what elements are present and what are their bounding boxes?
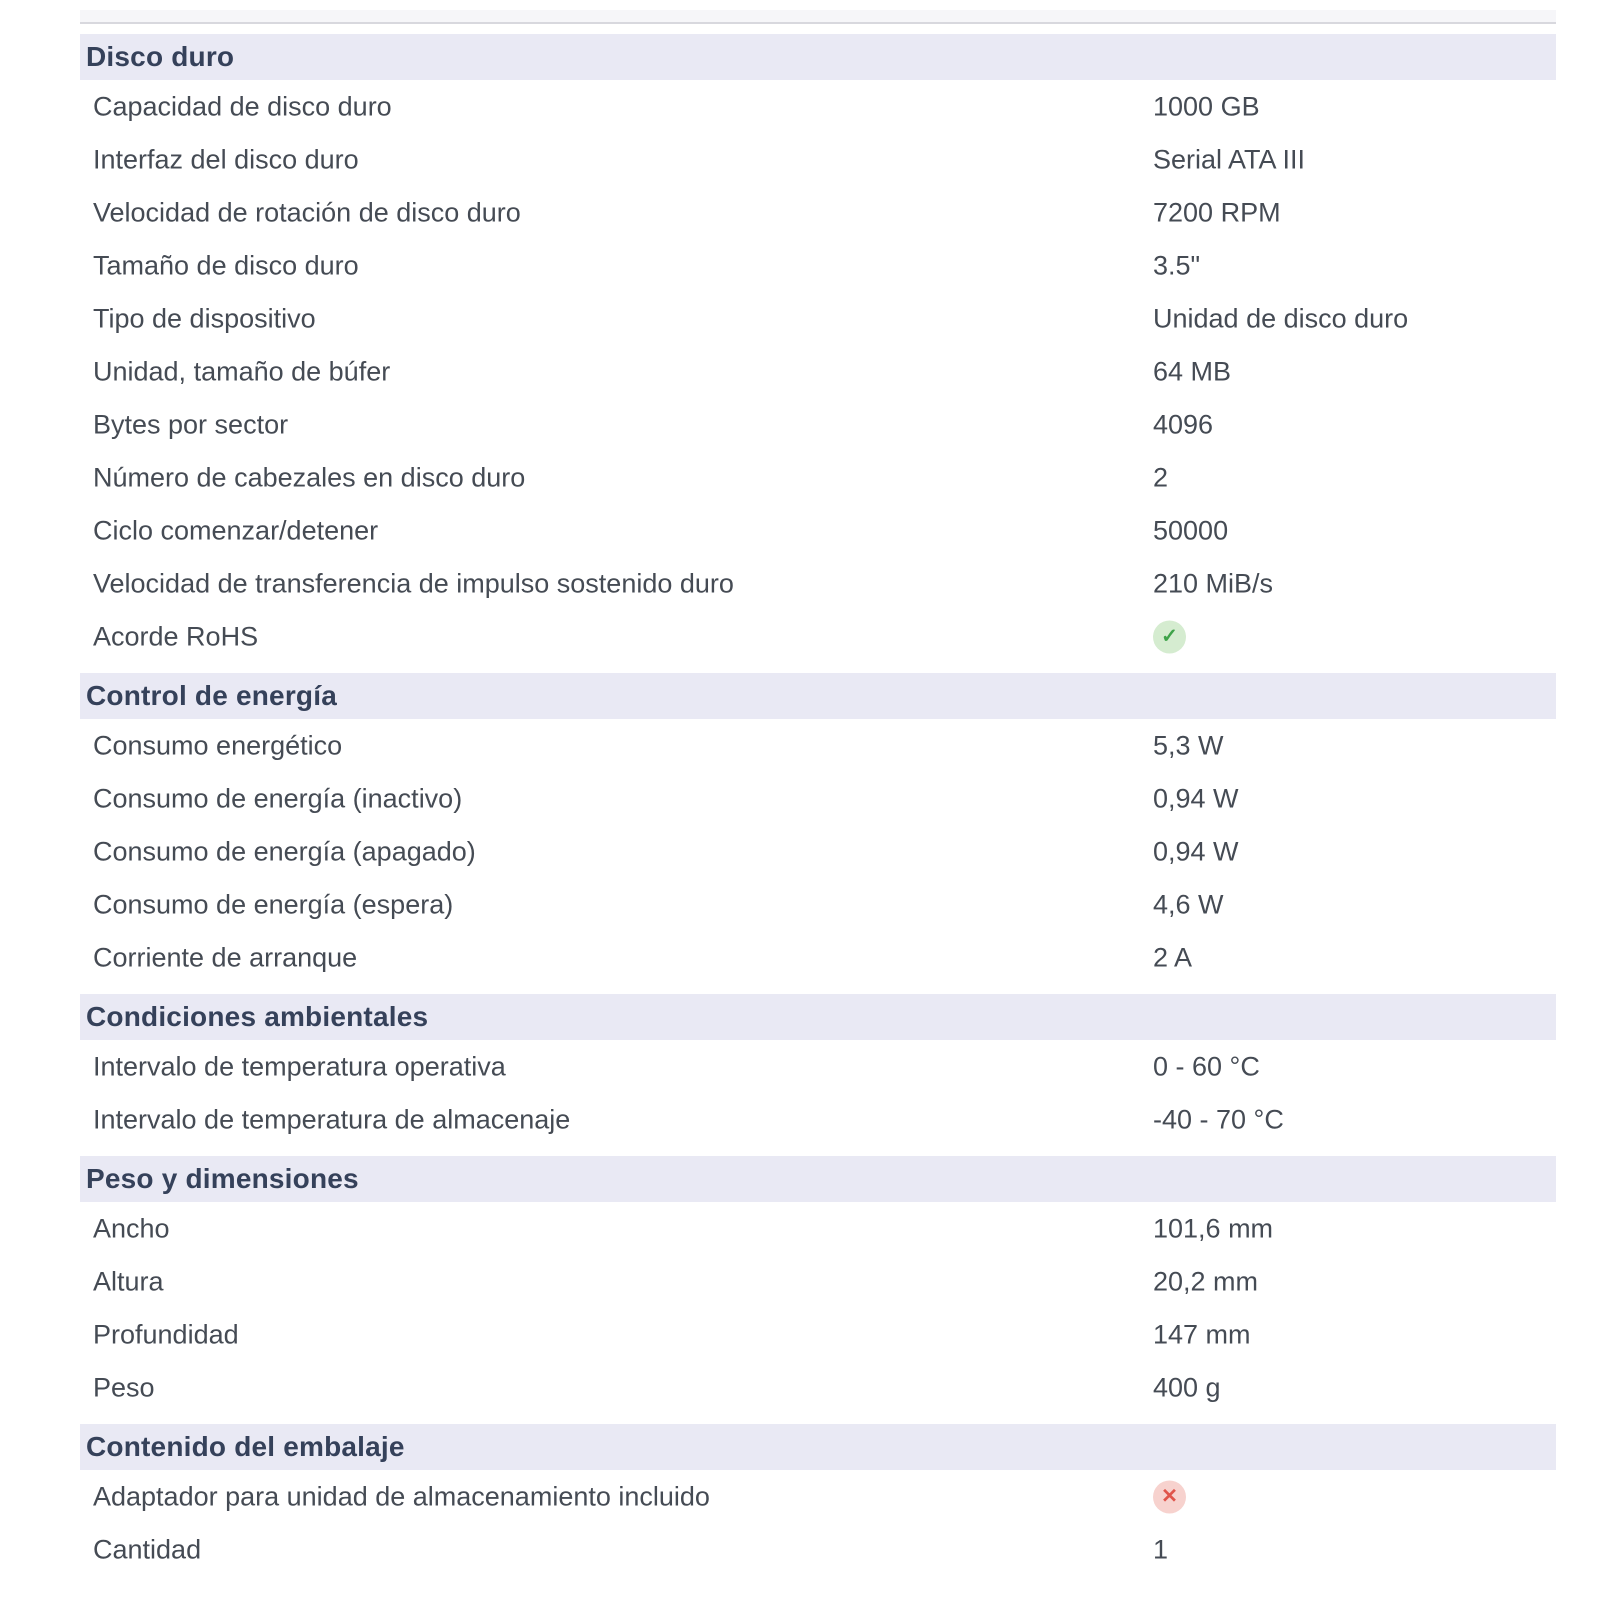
cross-icon: ✕ (1153, 1480, 1186, 1513)
spec-label: Ciclo comenzar/detener (93, 515, 379, 545)
spec-value: 20,2 mm (1153, 1266, 1259, 1296)
spec-row (80, 931, 1556, 984)
spec-row (80, 1202, 1556, 1255)
spec-row (80, 239, 1556, 292)
spec-label: Capacidad de disco duro (93, 91, 392, 121)
spec-section (80, 994, 1556, 1146)
spec-section (80, 1424, 1556, 1576)
spec-label: Velocidad de rotación de disco duro (93, 197, 521, 227)
spec-label: Corriente de arranque (93, 942, 358, 972)
spec-row (80, 451, 1556, 504)
spec-value: 4,6 W (1153, 889, 1224, 919)
spec-label: Adaptador para unidad de almacenamiento incluido (93, 1481, 710, 1511)
spec-label: Cantidad (93, 1534, 202, 1564)
spec-row (80, 80, 1556, 133)
spec-row (80, 1523, 1556, 1576)
spec-value: 0 - 60 °C (1153, 1051, 1260, 1081)
spec-label: Peso (93, 1372, 155, 1402)
spec-row (80, 772, 1556, 825)
spec-value: 2 (1153, 462, 1169, 492)
spec-label: Profundidad (93, 1319, 239, 1349)
section-header: Contenido del embalaje (80, 1424, 1556, 1470)
spec-row (80, 610, 1556, 663)
spec-value: 1 (1153, 1534, 1169, 1564)
section-header: Peso y dimensiones (80, 1156, 1556, 1202)
spec-value: 4096 (1153, 409, 1214, 439)
spec-row (80, 1308, 1556, 1361)
spec-value: 210 MiB/s (1153, 568, 1274, 598)
section-header: Condiciones ambientales (80, 994, 1556, 1040)
spec-row (80, 1040, 1556, 1093)
spec-section (80, 34, 1556, 663)
table-top-strip (80, 10, 1556, 24)
spec-value: 7200 RPM (1153, 197, 1281, 227)
spec-value: 1000 GB (1153, 91, 1260, 121)
spec-value: Unidad de disco duro (1153, 303, 1409, 333)
spec-label: Interfaz del disco duro (93, 144, 359, 174)
spec-label: Consumo de energía (apagado) (93, 836, 476, 866)
spec-section (80, 673, 1556, 984)
spec-value: 5,3 W (1153, 730, 1224, 760)
spec-label: Acorde RoHS (93, 621, 259, 651)
spec-table (80, 10, 1556, 1576)
spec-value: 64 MB (1153, 356, 1232, 386)
spec-row (80, 504, 1556, 557)
spec-row (80, 133, 1556, 186)
spec-label: Consumo de energía (inactivo) (93, 783, 463, 813)
spec-label: Número de cabezales en disco duro (93, 462, 526, 492)
check-icon: ✓ (1153, 620, 1186, 653)
spec-value: 0,94 W (1153, 836, 1239, 866)
spec-row (80, 719, 1556, 772)
spec-label: Unidad, tamaño de búfer (93, 356, 391, 386)
spec-row (80, 186, 1556, 239)
spec-label: Consumo de energía (espera) (93, 889, 454, 919)
spec-label: Ancho (93, 1213, 170, 1243)
spec-label: Tipo de dispositivo (93, 303, 316, 333)
spec-value: 101,6 mm (1153, 1213, 1274, 1243)
section-header: Control de energía (80, 673, 1556, 719)
spec-value: Serial ATA III (1153, 144, 1306, 174)
spec-label: Tamaño de disco duro (93, 250, 359, 280)
spec-row (80, 1255, 1556, 1308)
spec-row (80, 1361, 1556, 1414)
spec-row (80, 878, 1556, 931)
spec-row (80, 557, 1556, 610)
spec-section (80, 1156, 1556, 1414)
spec-value: 147 mm (1153, 1319, 1251, 1349)
spec-label: Bytes por sector (93, 409, 289, 439)
spec-value: 50000 (1153, 515, 1229, 545)
spec-value: 400 g (1153, 1372, 1221, 1402)
spec-row (80, 1470, 1556, 1523)
spec-value: 3.5" (1153, 250, 1201, 280)
spec-label: Velocidad de transferencia de impulso sostenido duro (93, 568, 734, 598)
spec-label: Intervalo de temperatura operativa (93, 1051, 506, 1081)
spec-row (80, 398, 1556, 451)
spec-label: Altura (93, 1266, 164, 1296)
spec-value: 0,94 W (1153, 783, 1239, 813)
spec-value: -40 - 70 °C (1153, 1104, 1284, 1134)
spec-label: Consumo energético (93, 730, 343, 760)
spec-row (80, 345, 1556, 398)
section-header: Disco duro (80, 34, 1556, 80)
spec-row (80, 825, 1556, 878)
spec-row (80, 1093, 1556, 1146)
spec-row (80, 292, 1556, 345)
spec-value: 2 A (1153, 942, 1193, 972)
spec-label: Intervalo de temperatura de almacenaje (93, 1104, 571, 1134)
